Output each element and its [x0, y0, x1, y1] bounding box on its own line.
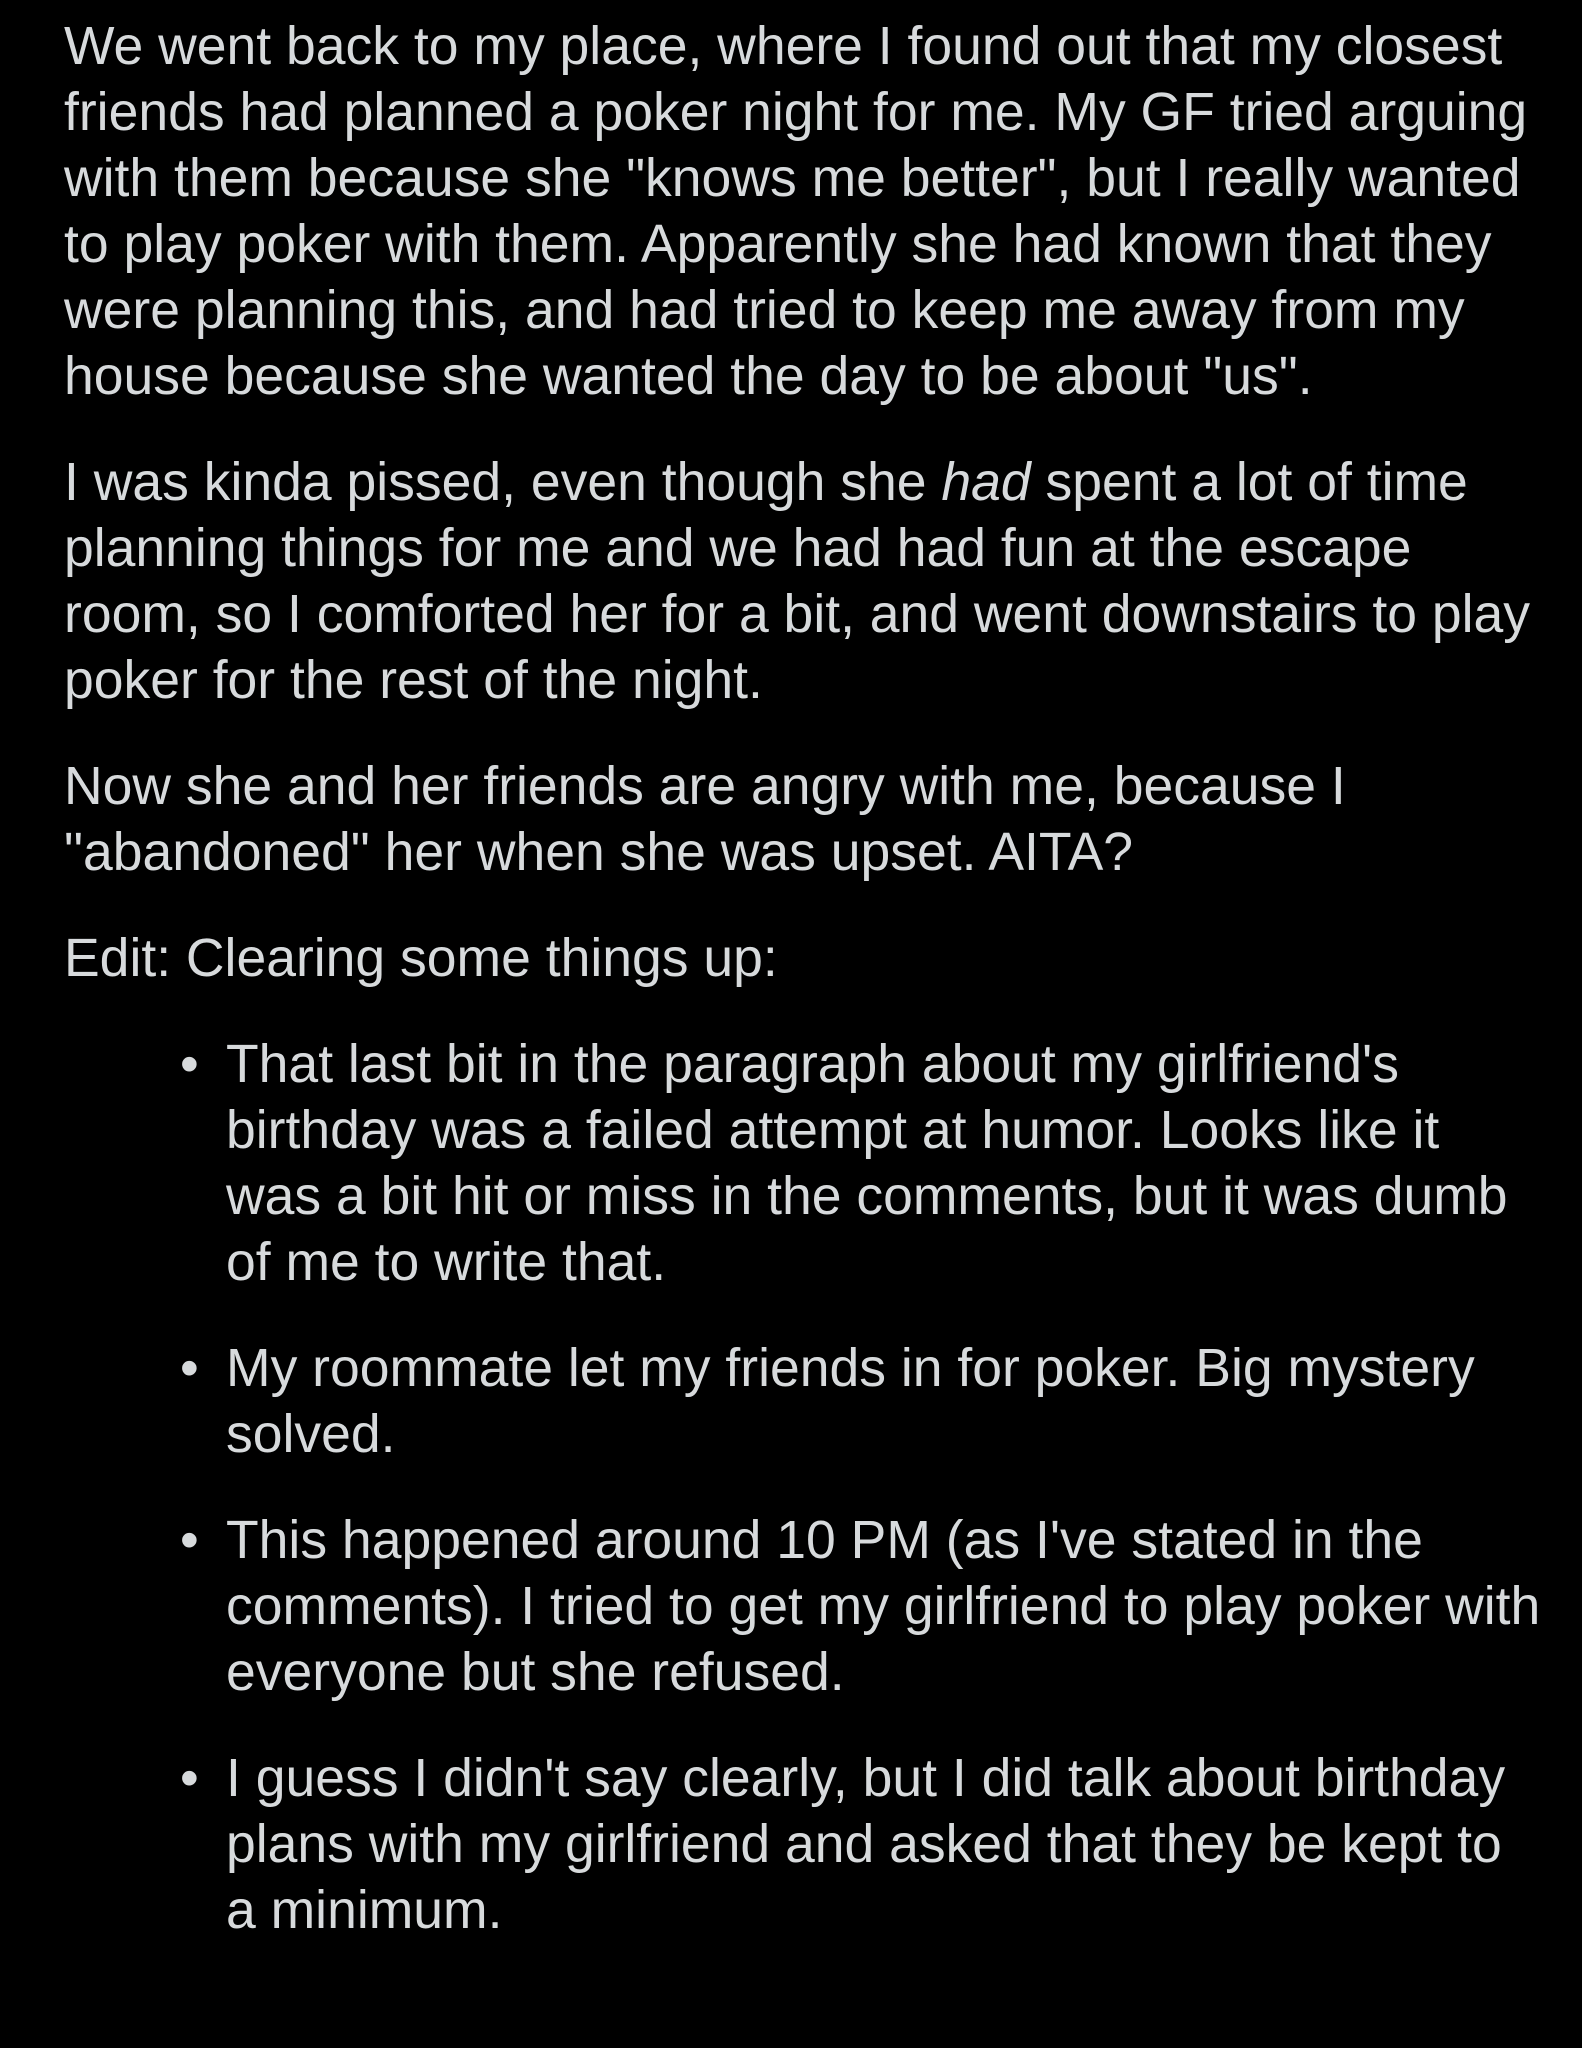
edit-list	[64, 1032, 1544, 1944]
edit-heading: Edit: Clearing some things up:	[64, 929, 778, 988]
list-item	[180, 1032, 1544, 1296]
list-item	[180, 1508, 1544, 1706]
list-item-text: This happened around 10 PM (as I've stated in the comments). I tried to get my girlfriend to play poker with everyone but she refused.	[226, 1511, 1541, 1702]
paragraph-poker-night: We went back to my place, where I found out that my closest friends had planned a poker night for me. My GF tried arguing with them because she "knows me better", but I really wanted to play poker with them. Apparently she had known that they were planning this, and had tried to keep me away from my house because she wanted the day to be about "us".	[64, 17, 1528, 406]
paragraph-text-end: spent a lot of time planning things for me and we had had fun at the escape room, so I comforted her for a bit, and went downstairs to play poker for the rest of the night.	[64, 453, 1530, 710]
list-item	[180, 1746, 1544, 1944]
bullet-icon: •	[180, 1511, 199, 1570]
paragraph-aita-question: Now she and her friends are angry with me, because I "abandoned" her when she was upset. AITA?	[64, 757, 1346, 882]
list-item-text: That last bit in the paragraph about my girlfriend's birthday was a failed attempt at humor. Looks like it was a bit hit or miss in the comments, but it was dumb of me to write that.	[226, 1035, 1508, 1292]
list-item	[180, 1336, 1544, 1468]
emphasized-word: had	[941, 453, 1031, 512]
list-item-text: I guess I didn't say clearly, but I did talk about birthday plans with my girlfriend and asked that they be kept to a minimum.	[226, 1749, 1506, 1940]
list-item-text: My roommate let my friends in for poker. Big mystery solved.	[226, 1339, 1475, 1464]
paragraph-comforted-her	[64, 450, 1544, 714]
bullet-icon: •	[180, 1339, 199, 1398]
post-body	[64, 14, 1544, 1984]
paragraph-text-start: I was kinda pissed, even though she	[64, 453, 942, 512]
bullet-icon: •	[180, 1749, 199, 1808]
bullet-icon: •	[180, 1035, 199, 1094]
